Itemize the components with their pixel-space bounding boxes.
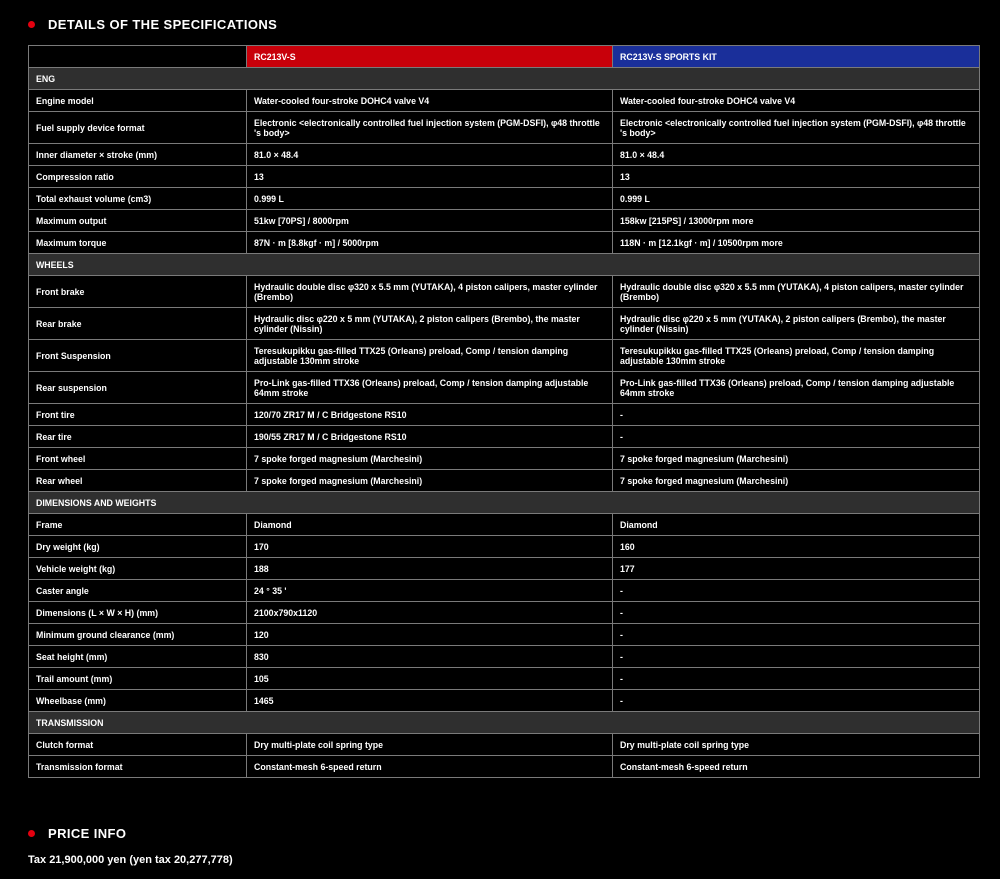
category-label: WHEELS <box>29 254 980 276</box>
spec-value-std-cell: Diamond <box>247 514 613 536</box>
spec-value-std-cell: 120/70 ZR17 M / C Bridgestone RS10 <box>247 404 613 426</box>
table-row <box>29 112 980 144</box>
spec-value-std-cell: 0.999 L <box>247 188 613 210</box>
table-header-row <box>29 46 980 68</box>
spec-value-kit-cell: - <box>613 690 980 712</box>
spec-label-cell: Minimum ground clearance (mm) <box>29 624 247 646</box>
specifications-table <box>28 45 980 778</box>
spec-label-cell: Rear wheel <box>29 470 247 492</box>
spec-value-std-cell: 830 <box>247 646 613 668</box>
spec-value-std-cell: 13 <box>247 166 613 188</box>
spec-value-std-cell: 188 <box>247 558 613 580</box>
table-row <box>29 308 980 340</box>
table-row <box>29 166 980 188</box>
spec-value-kit-cell: 158kw [215PS] / 13000rpm more <box>613 210 980 232</box>
spec-value-kit-cell: Electronic <electronically controlled fuel injection system (PGM-DSFI), φ48 throttle 's body> <box>613 112 980 144</box>
category-row <box>29 254 980 276</box>
spec-label-cell: Total exhaust volume (cm3) <box>29 188 247 210</box>
spec-value-std-cell: Water-cooled four-stroke DOHC4 valve V4 <box>247 90 613 112</box>
spec-value-kit-cell: Dry multi-plate coil spring type <box>613 734 980 756</box>
spec-label-cell: Front wheel <box>29 448 247 470</box>
spec-value-kit-cell: 118N · m [12.1kgf · m] / 10500rpm more <box>613 232 980 254</box>
spec-label-cell: Maximum output <box>29 210 247 232</box>
price-heading-text: PRICE INFO <box>48 826 127 841</box>
spec-label-cell: Front Suspension <box>29 340 247 372</box>
table-row <box>29 558 980 580</box>
spec-value-std-cell: Constant-mesh 6-speed return <box>247 756 613 778</box>
spec-value-std-cell: 87N · m [8.8kgf · m] / 5000rpm <box>247 232 613 254</box>
table-row <box>29 734 980 756</box>
spec-value-std-cell: Dry multi-plate coil spring type <box>247 734 613 756</box>
spec-value-std-cell: Electronic <electronically controlled fuel injection system (PGM-DSFI), φ48 throttle 's body> <box>247 112 613 144</box>
price-section-heading <box>28 826 126 841</box>
table-row <box>29 210 980 232</box>
spec-value-std-cell: 190/55 ZR17 M / C Bridgestone RS10 <box>247 426 613 448</box>
spec-label-cell: Maximum torque <box>29 232 247 254</box>
spec-label-cell: Wheelbase (mm) <box>29 690 247 712</box>
spec-value-std-cell: 120 <box>247 624 613 646</box>
spec-value-kit-cell: - <box>613 426 980 448</box>
table-row <box>29 188 980 210</box>
table-row <box>29 232 980 254</box>
table-row <box>29 448 980 470</box>
table-row <box>29 340 980 372</box>
spec-value-std-cell: 24 ° 35 ' <box>247 580 613 602</box>
table-row <box>29 580 980 602</box>
category-label: DIMENSIONS AND WEIGHTS <box>29 492 980 514</box>
spec-value-kit-cell: - <box>613 668 980 690</box>
spec-value-kit-cell: 81.0 × 48.4 <box>613 144 980 166</box>
category-row <box>29 712 980 734</box>
bullet-dot-icon <box>28 830 35 837</box>
spec-label-cell: Trail amount (mm) <box>29 668 247 690</box>
spec-value-std-cell: 7 spoke forged magnesium (Marchesini) <box>247 470 613 492</box>
spec-value-kit-cell: - <box>613 580 980 602</box>
spec-label-cell: Inner diameter × stroke (mm) <box>29 144 247 166</box>
table-row <box>29 144 980 166</box>
spec-label-cell: Rear tire <box>29 426 247 448</box>
spec-value-kit-cell: 177 <box>613 558 980 580</box>
spec-label-cell: Rear brake <box>29 308 247 340</box>
spec-label-cell: Caster angle <box>29 580 247 602</box>
spec-label-cell: Clutch format <box>29 734 247 756</box>
spec-value-std-cell: 2100x790x1120 <box>247 602 613 624</box>
table-row <box>29 756 980 778</box>
table-row <box>29 404 980 426</box>
header-blank-cell <box>29 46 247 68</box>
table-row <box>29 602 980 624</box>
category-label: TRANSMISSION <box>29 712 980 734</box>
table-row <box>29 536 980 558</box>
spec-value-kit-cell: 7 spoke forged magnesium (Marchesini) <box>613 448 980 470</box>
table-row <box>29 514 980 536</box>
spec-label-cell: Fuel supply device format <box>29 112 247 144</box>
spec-value-kit-cell: - <box>613 602 980 624</box>
spec-value-kit-cell: 160 <box>613 536 980 558</box>
spec-value-kit-cell: Teresukupikku gas-filled TTX25 (Orleans) preload, Comp / tension damping adjustable 130mm stroke <box>613 340 980 372</box>
spec-value-std-cell: Teresukupikku gas-filled TTX25 (Orleans) preload, Comp / tension damping adjustable 130mm stroke <box>247 340 613 372</box>
spec-value-std-cell: Pro-Link gas-filled TTX36 (Orleans) preload, Comp / tension damping adjustable 64mm stroke <box>247 372 613 404</box>
spec-value-std-cell: 81.0 × 48.4 <box>247 144 613 166</box>
spec-label-cell: Rear suspension <box>29 372 247 404</box>
spec-value-kit-cell: Constant-mesh 6-speed return <box>613 756 980 778</box>
specs-section-heading <box>28 17 277 32</box>
spec-label-cell: Dry weight (kg) <box>29 536 247 558</box>
spec-label-cell: Front brake <box>29 276 247 308</box>
spec-label-cell: Seat height (mm) <box>29 646 247 668</box>
spec-value-kit-cell: - <box>613 646 980 668</box>
spec-label-cell: Transmission format <box>29 756 247 778</box>
table-row <box>29 426 980 448</box>
header-rc213v-s: RC213V-S <box>247 46 613 68</box>
spec-value-kit-cell: 7 spoke forged magnesium (Marchesini) <box>613 470 980 492</box>
spec-label-cell: Dimensions (L × W × H) (mm) <box>29 602 247 624</box>
spec-value-std-cell: 170 <box>247 536 613 558</box>
spec-value-kit-cell: Hydraulic double disc φ320 x 5.5 mm (YUTAKA), 4 piston calipers, master cylinder (Brembo) <box>613 276 980 308</box>
specs-heading-text: DETAILS OF THE SPECIFICATIONS <box>48 17 278 32</box>
spec-value-kit-cell: Diamond <box>613 514 980 536</box>
spec-value-std-cell: 1465 <box>247 690 613 712</box>
table-row <box>29 470 980 492</box>
spec-label-cell: Frame <box>29 514 247 536</box>
spec-value-kit-cell: - <box>613 624 980 646</box>
spec-value-kit-cell: Pro-Link gas-filled TTX36 (Orleans) preload, Comp / tension damping adjustable 64mm stroke <box>613 372 980 404</box>
spec-label-cell: Engine model <box>29 90 247 112</box>
spec-value-std-cell: 105 <box>247 668 613 690</box>
spec-value-kit-cell: 13 <box>613 166 980 188</box>
table-row <box>29 90 980 112</box>
category-row <box>29 492 980 514</box>
category-row <box>29 68 980 90</box>
bullet-dot-icon <box>28 21 35 28</box>
table-row <box>29 624 980 646</box>
table-row <box>29 668 980 690</box>
spec-label-cell: Compression ratio <box>29 166 247 188</box>
table-row <box>29 690 980 712</box>
category-label: ENG <box>29 68 980 90</box>
spec-label-cell: Vehicle weight (kg) <box>29 558 247 580</box>
spec-value-std-cell: Hydraulic disc φ220 x 5 mm (YUTAKA), 2 piston calipers (Brembo), the master cylinder (Nissin) <box>247 308 613 340</box>
spec-value-std-cell: 7 spoke forged magnesium (Marchesini) <box>247 448 613 470</box>
spec-value-kit-cell: 0.999 L <box>613 188 980 210</box>
table-row <box>29 276 980 308</box>
spec-value-kit-cell: Hydraulic disc φ220 x 5 mm (YUTAKA), 2 piston calipers (Brembo), the master cylinder (Nissin) <box>613 308 980 340</box>
table-row <box>29 646 980 668</box>
spec-value-kit-cell: Water-cooled four-stroke DOHC4 valve V4 <box>613 90 980 112</box>
spec-value-std-cell: 51kw [70PS] / 8000rpm <box>247 210 613 232</box>
header-rc213v-s-sports-kit: RC213V-S SPORTS KIT <box>613 46 980 68</box>
price-info-text: Tax 21,900,000 yen (yen tax 20,277,778) <box>28 854 233 866</box>
table-row <box>29 372 980 404</box>
spec-label-cell: Front tire <box>29 404 247 426</box>
spec-value-std-cell: Hydraulic double disc φ320 x 5.5 mm (YUTAKA), 4 piston calipers, master cylinder (Brembo) <box>247 276 613 308</box>
spec-value-kit-cell: - <box>613 404 980 426</box>
